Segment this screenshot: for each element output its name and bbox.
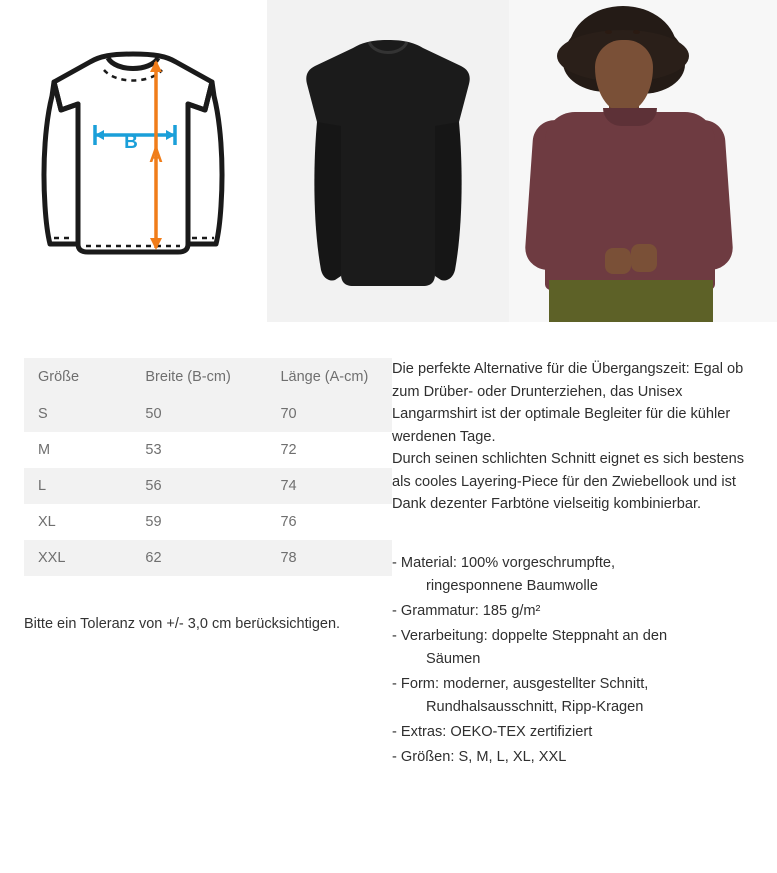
table-row — [24, 540, 392, 576]
cell-length: 72 — [266, 432, 392, 468]
description-column — [392, 358, 777, 771]
size-table-header-row — [24, 358, 392, 396]
cell-width: 59 — [131, 504, 266, 540]
description-paragraph-1: Die perfekte Alternative für die Übergangszeit: Egal ob zum Drüber- oder Drunterziehen, das Unisex Langarmshirt ist der optimale Begleiter für die kühler werdenen Tage. — [392, 361, 744, 445]
tolerance-note: Bitte ein Toleranz von +/- 3,0 cm berücksichtigen. — [24, 616, 341, 632]
list-item — [392, 625, 757, 671]
table-row — [24, 432, 392, 468]
sketch-label-a: A — [149, 146, 163, 167]
product-photo-panel — [267, 0, 509, 322]
header-size: Größe — [24, 358, 131, 396]
table-row — [24, 504, 392, 540]
list-item — [392, 673, 757, 719]
model-photo-panel — [509, 0, 777, 322]
description-paragraph-2: Durch seinen schlichten Schnitt eignet es sich bestens als cooles Layering-Piece für den Zwiebellook und ist Dank dezenter Farbtöne vielseitig kombinierbar. — [392, 451, 745, 512]
list-item — [392, 721, 757, 744]
spec-lead: - Extras: OEKO-TEX zertifiziert — [392, 723, 593, 740]
size-table — [24, 358, 392, 576]
longsleeve-sketch-icon — [0, 0, 267, 322]
cell-length: 78 — [266, 540, 392, 576]
spec-lead: - Material: 100% vorgeschrumpfte, — [392, 554, 616, 571]
spec-cont: Säumen — [426, 650, 481, 667]
spec-cont: ringesponnene Baumwolle — [426, 577, 598, 594]
cell-size: S — [24, 396, 131, 432]
product-details — [0, 322, 777, 771]
cell-size: XL — [24, 504, 131, 540]
cell-length: 74 — [266, 468, 392, 504]
spec-lead: - Grammatur: 185 g/m² — [392, 602, 541, 619]
cell-size: L — [24, 468, 131, 504]
spec-lead: - Größen: S, M, L, XL, XXL — [392, 748, 567, 765]
cell-length: 76 — [266, 504, 392, 540]
cell-width: 56 — [131, 468, 266, 504]
sketch-label-b: B — [124, 132, 138, 153]
spec-lead: - Form: moderner, ausgestellter Schnitt, — [392, 675, 649, 692]
product-image-strip — [0, 0, 777, 322]
model-pants — [549, 280, 713, 322]
cell-length: 70 — [266, 396, 392, 432]
table-row — [24, 468, 392, 504]
spec-lead: - Verarbeitung: doppelte Steppnaht an den — [392, 627, 668, 644]
table-row — [24, 396, 392, 432]
header-width: Breite (B-cm) — [131, 358, 266, 396]
measurement-sketch-panel — [0, 0, 267, 322]
spec-list — [392, 552, 757, 769]
cell-width: 53 — [131, 432, 266, 468]
cell-size: M — [24, 432, 131, 468]
list-item — [392, 600, 757, 623]
size-chart-column — [0, 358, 392, 771]
black-longsleeve-icon — [283, 26, 493, 296]
cell-width: 62 — [131, 540, 266, 576]
list-item — [392, 552, 757, 598]
spec-cont: Rundhalsausschnitt, Ripp-Kragen — [426, 698, 644, 715]
cell-size: XXL — [24, 540, 131, 576]
cell-width: 50 — [131, 396, 266, 432]
header-length: Länge (A-cm) — [266, 358, 392, 396]
list-item — [392, 746, 757, 769]
